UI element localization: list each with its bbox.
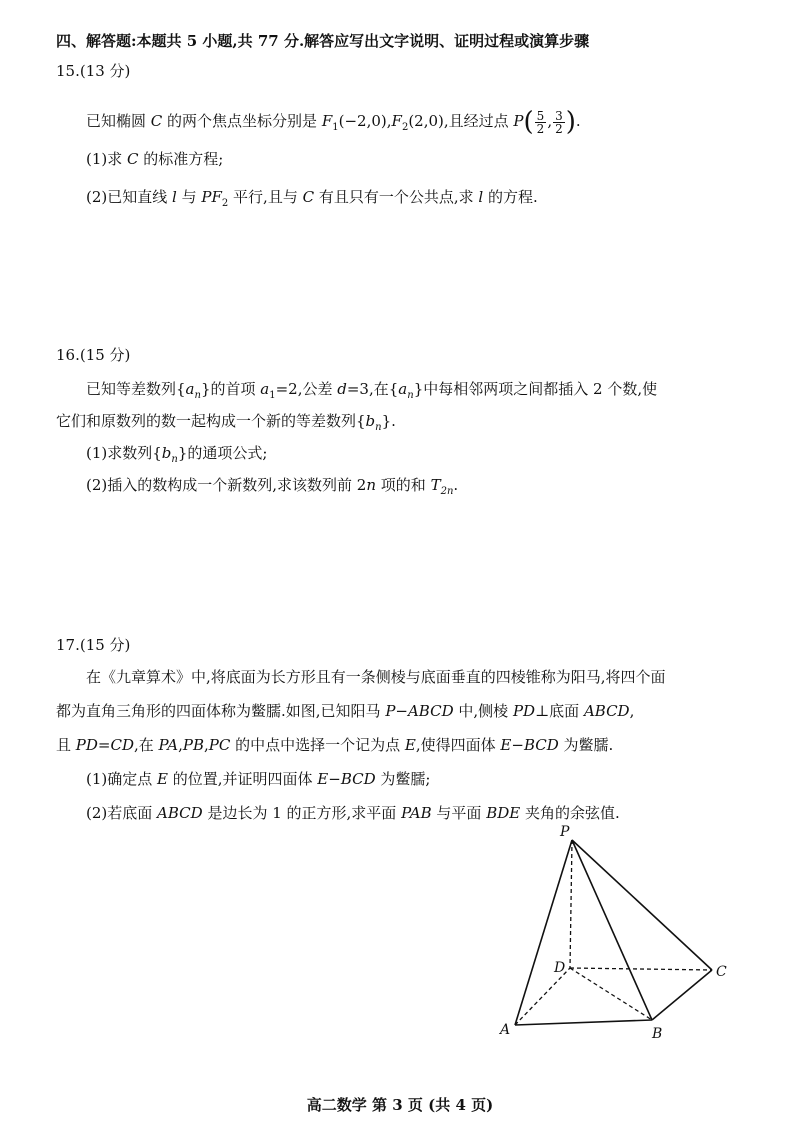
edge-PA [515,840,572,1025]
edge-BC [652,970,712,1020]
q15-part1: (1)求 C 的标准方程; [86,150,224,168]
q16-part2: (2)插入的数构成一个新数列,求该数列前 2n 项的和 $T_{2n}$. [86,476,459,497]
page-footer: 高二数学 第 3 页 (共 4 页) [306,1096,494,1114]
q17-stem-line1: 在《九章算术》中,将底面为长方形且有一条侧棱与底面垂直的四棱锥称为阳马,将四个面 [86,668,666,686]
q17-stem-line3: 且 PD=CD,在 PA,PB,PC 的中点中选择一个记为点 E,使得四面体 E−BCD 为鳖臑. [56,736,614,754]
q16-number: 16.(15 分) [56,346,131,364]
pyramid-figure [490,820,750,1050]
q15-fraction-x: $\frac{5}{2}$ [536,108,545,136]
label-A: A [500,1022,511,1038]
q15-number: 15.(13 分) [56,62,131,80]
q15-part2: (2)已知直线 l 与 $PF_2$ 平行,且与 C 有且只有一个公共点,求 l 的方程. [86,188,538,209]
q17-part2: (2)若底面 ABCD 是边长为 1 的正方形,求平面 PAB 与平面 BDE 夹角的余弦值. [86,804,620,822]
label-D: D [554,960,566,976]
q16-part1: (1)求数列$\{b_n\}$的通项公式; [86,444,268,465]
q16-stem-line2: 它们和原数列的数一起构成一个新的等差数列$\{b_n\}$. [56,412,396,433]
edge-PD [570,840,572,968]
label-C: C [716,964,727,980]
q15-stem: 已知椭圆 C 的两个焦点坐标分别是 $F_1(-2,0),F_2(2,0)$,且经过点 P( $\frac{5}{2}$ , $\frac{3}{2}$ ). [86,107,581,137]
edge-PC [572,840,712,970]
q17-part1: (1)确定点 E 的位置,并证明四面体 E−BCD 为鳖臑; [86,770,431,788]
label-P: P [560,824,570,840]
q17-stem-line2: 都为直角三角形的四面体称为鳖臑.如图,已知阳马 P−ABCD 中,侧棱 PD⊥底面 ABCD, [56,702,635,720]
edge-AB [515,1020,652,1025]
label-B: B [652,1026,663,1042]
q17-number: 17.(15 分) [56,636,131,654]
edge-DC [570,968,712,970]
section-heading: 四、解答题:本题共 5 小题,共 77 分.解答应写出文字说明、证明过程或演算步骤 [56,32,590,50]
q15-fraction-y: $\frac{3}{2}$ [555,108,563,136]
edge-PB [572,840,652,1020]
q16-stem-line1: 已知等差数列$\{a_n\}$的首项 $a_1=2$,公差 d=3,在$\{a_n\}$中每相邻两项之间都插入 2 个数,使 [86,380,658,401]
